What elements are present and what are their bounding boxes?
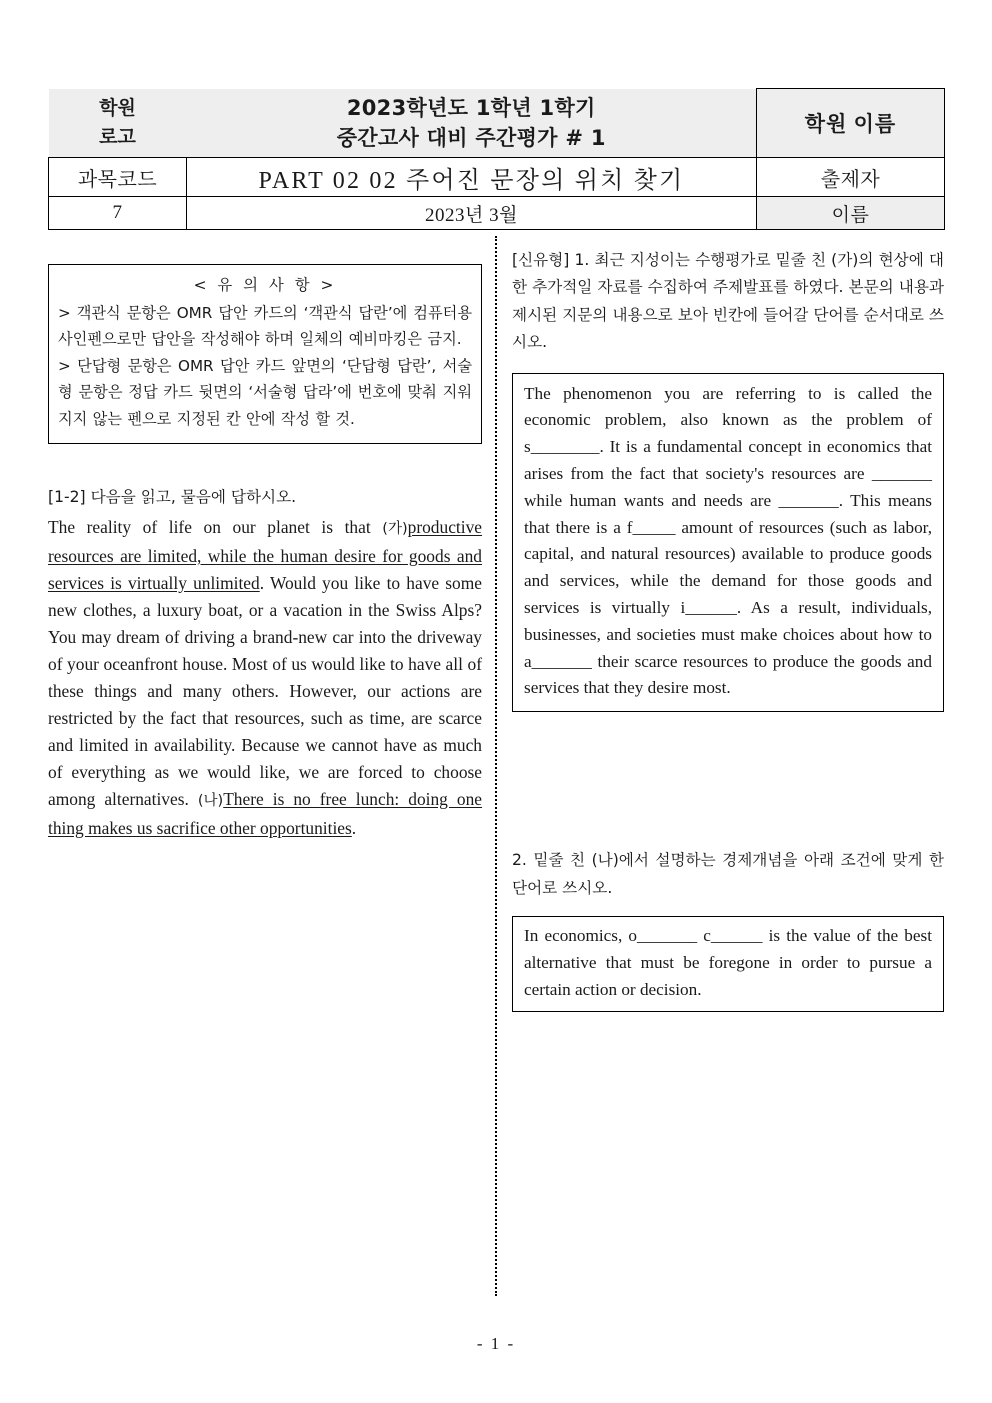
passage-part-2: . Would you like to have some new clothes, a luxury boat, or a vacation in the Swiss Alps? You may dream of driving a brand-new car into the driveway of your oceanfront house. Most of us would like to have all of these things and many others. However, our actions are restricted by the fact that resources, such as time, are scarce and limited in availability. Because we cannot have as much of everything as we would like, we are forced to choose among alternatives. [48, 572, 482, 809]
notice-item-1: > 객관식 문항은 OMR 답안 카드의 ‘객관식 답란’에 컴퓨터용 사인펜으로만 답안을 작성해야 하며 일체의 예비마킹은 금지. [58, 303, 472, 349]
academy-logo-cell [49, 89, 187, 158]
notice-item-2: > 단답형 문항은 OMR 답안 카드 앞면의 ‘단답형 답란’, 서술형 문항은 정답 카드 뒷면의 ‘서술형 답라’에 번호에 맞춰 지워지지 않는 펜으로 지정된 칸 안에 작성 할 것. [58, 356, 472, 428]
question-1-answer-box: The phenomenon you are referring to is called the economic problem, also known as the problem of s________. It is a fundamental concept in economics that arises from the fact that society's resources are _______ while human wants and needs are _______. This means that there is a f_____ amount of resources (such as labor, capital, and natural resources) available to produce goods and services, while the demand for those goods and services is virtually i______. As a result, individuals, businesses, and societies must make choices about how to a_______ their scarce resources to produce the goods and services that they desire most. [512, 373, 944, 713]
exam-date: 2023년 3월 [187, 197, 757, 230]
logo-line-1: 학원 [99, 96, 136, 119]
reading-passage [48, 514, 482, 842]
author-name: 이름 [757, 197, 945, 230]
exam-title-line-2: 중간고사 대비 주간평가 # 1 [336, 125, 606, 150]
header-row-title [49, 89, 945, 158]
question-1-prompt: [신유형] 1. 최근 지성이는 수행평가로 밑줄 친 (가)의 현상에 대한 추가적일 자료를 수집하여 주제발표를 하였다. 본문의 내용과 제시된 지문의 내용으로 보아 빈칸에 들어갈 단어를 순서대로 쓰시오. [512, 251, 944, 352]
underlined-ga: productive resources are limited, while the human desire for goods and services is virtually unlimited [48, 516, 482, 593]
right-column [512, 236, 944, 1012]
exam-header-table [48, 88, 944, 230]
underlined-na: There is no free lunch: doing one thing makes us sacrifice other opportunities [48, 788, 482, 838]
exam-title-line-1: 2023학년도 1학년 1학기 [346, 95, 596, 120]
question-spacer [512, 712, 944, 836]
academy-name-cell: 학원 이름 [757, 89, 945, 158]
passage-part-3: . [351, 817, 357, 838]
page-number: - 1 - [476, 1334, 516, 1353]
left-column [48, 236, 482, 842]
author-label: 출제자 [757, 158, 945, 197]
header-row-date [49, 197, 945, 230]
question-2-prompt: 2. 밑줄 친 (나)에서 설명하는 경제개념을 아래 조건에 맞게 한 단어로 쓰시오. [512, 851, 944, 897]
logo-line-2: 로고 [99, 125, 136, 148]
notice-box [48, 264, 482, 444]
subject-code-label: 과목코드 [49, 158, 187, 197]
reading-instruction: [1-2] 다음을 읽고, 물음에 답하시오. [48, 487, 297, 506]
subject-code-value: 7 [49, 197, 187, 230]
question-2-answer-box: In economics, o_______ c______ is the value of the best alternative that must be foregone in order to pursue a certain action or decision. [512, 916, 944, 1012]
passage-part-1: The reality of life on our planet is that [48, 516, 371, 537]
part-title: PART 02 02 주어진 문장의 위치 찾기 [187, 158, 757, 197]
exam-title-cell [187, 89, 757, 158]
column-divider [495, 236, 497, 1296]
marker-na: (나) [197, 792, 224, 809]
marker-ga: (가) [382, 520, 408, 537]
header-row-part [49, 158, 945, 197]
notice-title: < 유 의 사 항 > [193, 276, 337, 294]
